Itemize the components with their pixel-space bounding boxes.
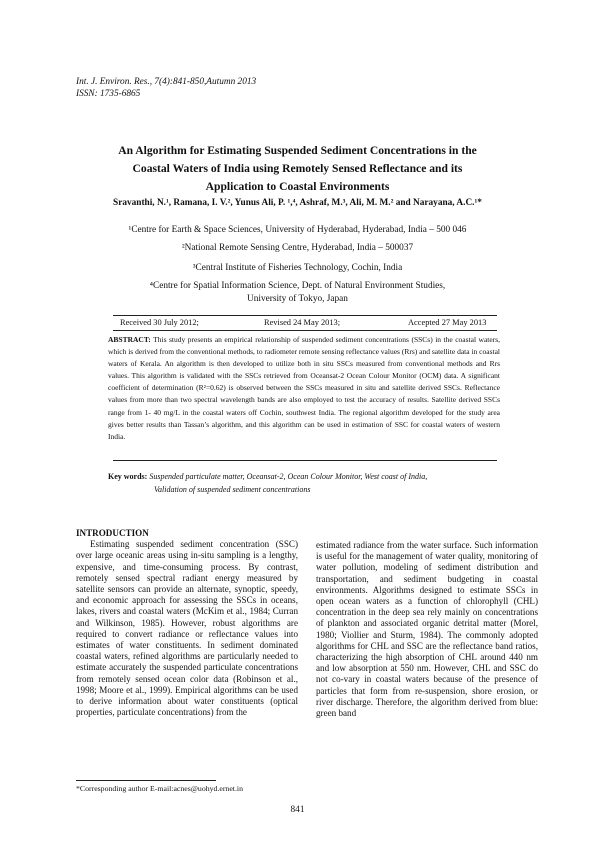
keywords-line: Suspended particulate matter, Oceansat-2, Ocean Colour Monitor, West coast of India, [149, 472, 428, 481]
affiliation: ²National Remote Sensing Centre, Hyderabad, India – 500037 [181, 243, 414, 253]
divider [113, 315, 497, 316]
abstract-label: ABSTRACT: [108, 335, 151, 344]
article-title [90, 142, 505, 196]
section-heading: INTRODUCTION [76, 528, 149, 538]
divider [113, 330, 497, 331]
keywords-label: Key words: [108, 472, 148, 481]
affiliation: ¹Centre for Earth & Space Sciences, University of Hyderabad, Hyderabad, India – 500 046 [128, 225, 467, 235]
revised-date: Revised 24 May 2013; [264, 318, 341, 327]
abstract [108, 334, 500, 443]
title-line: An Algorithm for Estimating Suspended Sediment Concentrations in the [118, 144, 477, 157]
keywords [108, 470, 500, 496]
journal-issn: ISSN: 1735-6865 [76, 89, 141, 99]
received-date: Received 30 July 2012; [120, 318, 199, 327]
left-column [76, 528, 298, 718]
right-column [316, 540, 538, 719]
title-line: Application to Coastal Environments [205, 180, 390, 193]
keywords-line: Validation of suspended sediment concentrations [154, 485, 311, 494]
body-paragraph: estimated radiance from the water surface. Such information is useful for the management of water quality, monitoring of water pollution, modeling of sediment distribution and transportation, and sediment budgeting in coastal environments. Algorithms designed to estimate SSCs in open ocean waters as a function of chlorophyll (CHL) concentration in the deep sea rely mainly on concentrations of plankton and associated organic detrital matter (Morel, 1980; Viollier and Sturm, 1984). The commonly adopted algorithms for CHL and SSC are the reflectance band ratios, characterizing the high absorption of CHL around 440 nm and low absorption at 550 nm. However, CHL and SSC do not co-vary in coastal waters because of the presence of particles that form from re-suspension, shore erosion, or river discharge. Therefore, the algorithm derived from blue: green band [316, 540, 538, 719]
footnote-divider [76, 780, 216, 781]
abstract-text: This study presents an empirical relationship of suspended sediment concentrations (SSCs) in the coastal waters, which is derived from the conventional methods, to radiometer remote sensing reflectance values (Rrs) and satellite data in coastal waters of Kerala. An algorithm is then developed to utilize both in situ SSCs measured from conventional methods and Rrs values. This algorithm is validated with the SSCs retrieved from Oceansat-2 Ocean Colour Monitor (OCM) data. A significant coefficient of determination (R²=0.62) is observed between the SSCs measured in situ and satellite derived SSCs. Reflectance values from more than two spectral wavelength bands are also employed to test the accuracy of results. Satellite derived SSCs range from 1- 40 mg/L in the coastal waters off Cochin, southwest India. The regional algorithm developed for the study area gives better results than Tassan’s algorithm, and this algorithm can be used in estimation of SSC for coastal waters of western India. [108, 335, 500, 441]
accepted-date: Accepted 27 May 2013 [408, 318, 487, 327]
page-number: 841 [290, 805, 305, 815]
divider [113, 460, 497, 461]
journal-header [76, 76, 256, 100]
affiliation [90, 280, 505, 306]
journal-citation: Int. J. Environ. Res., 7(4):841-850,Autumn 2013 [76, 77, 257, 87]
affiliation-line: ⁴Centre for Spatial Information Science, Dept. of Natural Environment Studies, [149, 281, 446, 291]
corresponding-author-footnote: *Corresponding author E-mail:acnes@uohyd.ernet.in [76, 784, 243, 793]
author-list: Sravanthi, N.¹, Ramana, I. V.², Yunus Ali, P. ¹,⁴, Ashraf, M.³, Ali, M. M.² and Narayana, A.C.¹* [113, 198, 482, 208]
body-paragraph: Estimating suspended sediment concentration (SSC) over large oceanic areas using in-situ sampling is a lengthy, expensive, and time-consuming process. By contrast, remotely sensed spectral radiant energy measured by satellite sensors can provide an alternate, synoptic, speedy, and economic approach for assessing the SSCs in oceans, lakes, rivers and coastal waters (McKim et al., 1984; Curran and Wilkinson, 1985). However, robust algorithms are required to convert radiance or reflectance values into estimates of water constituents. In sediment dominated coastal waters, refined algorithms are particularly needed to estimate accurately the suspended particulate concentrations from remotely sensed ocean color data (Robinson et al., 1998; Moore et al., 1999). Empirical algorithms can be used to derive information about water constituents (optical properties, particulate concentrations) from the [76, 539, 298, 718]
affiliation: ³Central Institute of Fisheries Technology, Cochin, India [192, 263, 403, 273]
title-line: Coastal Waters of India using Remotely Sensed Reflectance and its [132, 162, 463, 175]
affiliation-line: University of Tokyo, Japan [247, 294, 348, 304]
